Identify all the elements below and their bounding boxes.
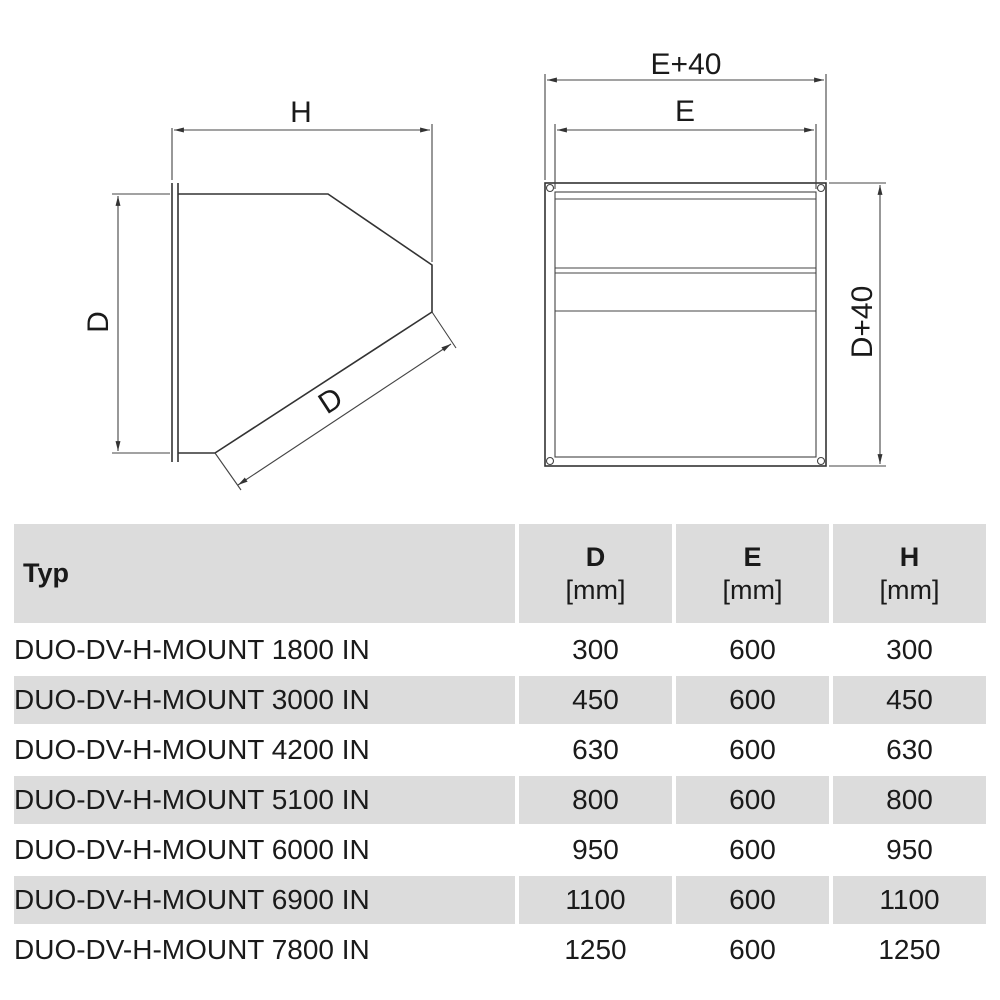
cell-e: 600 [672,726,829,776]
cell-d: 450 [515,676,672,726]
header-h [829,524,986,626]
cell-h: 950 [829,826,986,876]
table-row [14,926,986,976]
cell-h: 300 [829,626,986,676]
cell-e: 600 [672,876,829,926]
cell-d: 1250 [515,926,672,976]
cell-e: 600 [672,926,829,976]
header-e-letter: E [743,541,762,572]
cell-d: 1100 [515,876,672,926]
table-row [14,826,986,876]
cell-typ: DUO-DV-H-MOUNT 7800 IN [14,926,515,976]
dimension-table [14,524,986,976]
table-row [14,676,986,726]
screw-icon [547,185,554,192]
cell-typ: DUO-DV-H-MOUNT 1800 IN [14,626,515,676]
cell-typ: DUO-DV-H-MOUNT 6900 IN [14,876,515,926]
header-h-letter: H [899,541,920,572]
cell-h: 800 [829,776,986,826]
cell-h: 450 [829,676,986,726]
table-header-row [14,524,986,626]
table-row [14,776,986,826]
cell-typ: DUO-DV-H-MOUNT 4200 IN [14,726,515,776]
cell-d: 630 [515,726,672,776]
inner-frame [555,192,816,457]
hood-outline [178,194,432,453]
h-dimension-label: H [290,96,312,129]
outer-frame [545,183,826,466]
cell-e: 600 [672,776,829,826]
cell-typ: DUO-DV-H-MOUNT 3000 IN [14,676,515,726]
cell-h: 1250 [829,926,986,976]
cell-d: 300 [515,626,672,676]
cell-e: 600 [672,826,829,876]
cell-h: 630 [829,726,986,776]
header-d [515,524,672,626]
screw-icon [818,185,825,192]
header-h-unit: [mm] [879,574,940,605]
table-row [14,876,986,926]
cell-d: 950 [515,826,672,876]
d-slant-dimension-line [238,344,451,485]
header-d-letter: D [585,541,606,572]
side-view [82,96,456,490]
d-slant-extension-top [432,312,456,348]
d-dimension-label: D [82,311,115,333]
cell-typ: DUO-DV-H-MOUNT 5100 IN [14,776,515,826]
d-slant-dimension-label: D [312,381,349,421]
screw-icon [547,458,554,465]
table-row [14,626,986,676]
d40-dimension-label: D+40 [846,285,879,359]
header-d-unit: [mm] [565,574,626,605]
table-row [14,726,986,776]
cell-h: 1100 [829,876,986,926]
d-slant-extension-bottom [215,453,241,490]
e-dimension-label: E [674,95,696,128]
header-e [672,524,829,626]
cell-d: 800 [515,776,672,826]
cell-typ: DUO-DV-H-MOUNT 6000 IN [14,826,515,876]
cell-e: 600 [672,626,829,676]
screw-icon [818,458,825,465]
header-e-unit: [mm] [722,574,783,605]
cell-e: 600 [672,676,829,726]
front-view [545,48,886,466]
header-typ: Typ [14,524,515,626]
e40-dimension-label: E+40 [650,48,722,81]
